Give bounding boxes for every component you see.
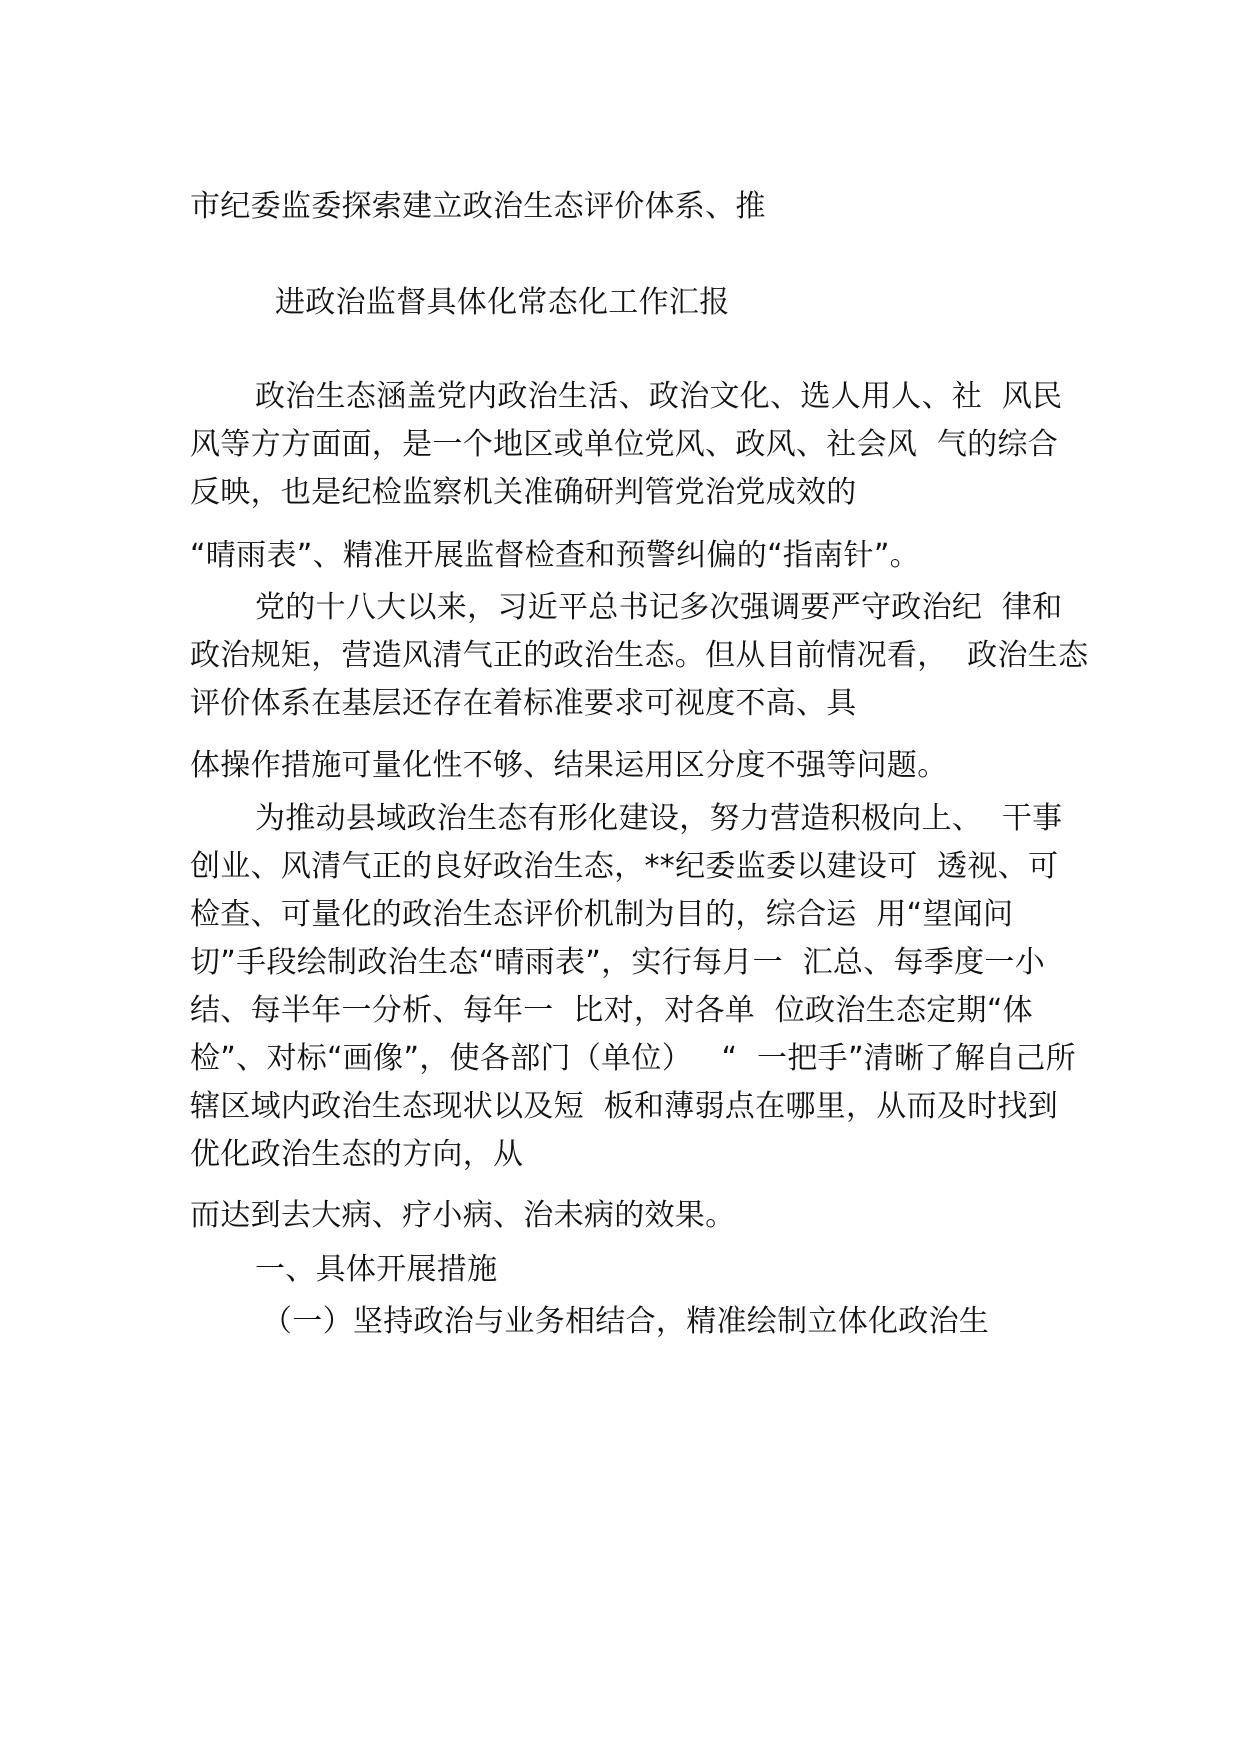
- document-title-line-2: 进政治监督具体化常态化工作汇报: [275, 285, 730, 320]
- paragraph-2-line-4: 体操作措施可量化性不够、结果运用区分度不强等问题。: [190, 748, 948, 783]
- paragraph-3-line-1: 为推动县域政治生态有形化建设，努力营造积极向上、 干事: [255, 801, 1063, 836]
- paragraph-3-line-5: 结、每半年一分析、每年一 比对，对各单 位政治生态定期“体: [190, 993, 1033, 1028]
- paragraph-2-line-2: 政治规矩，营造风清气正的政治生态。但从目前情况看， 政治生态: [190, 638, 1089, 673]
- paragraph-3-line-7: 辖区域内政治生态现状以及短 板和薄弱点在哪里，从而及时找到: [190, 1089, 1059, 1124]
- subsection-heading-1: （一）坚持政治与业务相结合，精准绘制立体化政治生: [262, 1304, 990, 1339]
- paragraph-2-line-3: 评价体系在基层还存在着标准要求可视度不高、具: [190, 686, 857, 721]
- paragraph-3-line-9: 而达到去大病、疗小病、治未病的效果。: [190, 1198, 736, 1233]
- paragraph-1-line-1: 政治生态涵盖党内政治生活、政治文化、选人用人、社 风民: [255, 379, 1063, 414]
- paragraph-3-line-8: 优化政治生态的方向，从: [190, 1137, 524, 1172]
- paragraph-3-line-6: 检”、对标“画像”，使各部门（单位） “ 一把手”清晰了解自己所: [190, 1041, 1076, 1076]
- paragraph-1-line-2: 风等方方面面，是一个地区或单位党风、政风、社会风 气的综合: [190, 427, 1059, 462]
- paragraph-2-line-1: 党的十八大以来，习近平总书记多次强调要严守政治纪 律和: [255, 590, 1063, 625]
- paragraph-3-line-4: 切”手段绘制政治生态“晴雨表”，实行每月一 汇总、每季度一小: [190, 945, 1045, 980]
- section-heading-1: 一、具体开展措施: [255, 1252, 498, 1287]
- paragraph-1-line-4: “晴雨表”、精准开展监督检查和预警纠偏的“指南针”。: [190, 538, 920, 573]
- paragraph-3-line-2: 创业、风清气正的良好政治生态，**纪委监委以建设可 透视、可: [190, 849, 1059, 884]
- document-title-line-1: 市纪委监委探索建立政治生态评价体系、推: [190, 189, 766, 224]
- paragraph-1-line-3: 反映，也是纪检监察机关准确研判管党治党成效的: [190, 475, 857, 510]
- paragraph-3-line-3: 检查、可量化的政治生态评价机制为目的，综合运 用“望闻问: [190, 897, 1014, 932]
